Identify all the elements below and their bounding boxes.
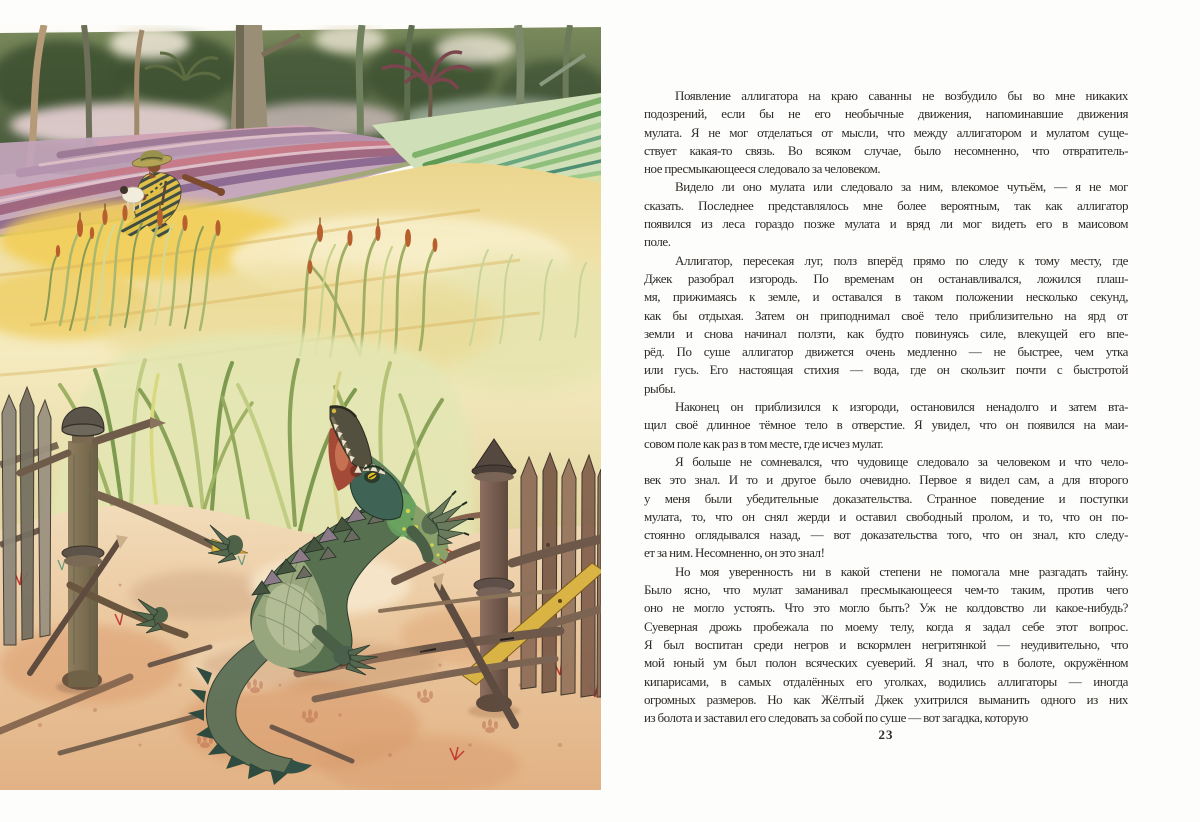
text-line-p6-l1: Но моя уверенность ни в какой степени не помогала мне разгадать тайну. — [675, 563, 1128, 579]
text-line-p3-l2: Джек разобрал изгородь. По временам он останавливался, ложился плаш- — [644, 270, 1128, 286]
text-line-p1-l5: ное пресмыкающееся следовало за человеком. — [644, 161, 881, 177]
text-line-p6-l5: Я был воспитан среди негров и вскормлен негритянкой — неудивительно, что — [644, 636, 1128, 652]
text-line-p4-l3: совом поле как раз в том месте, где исчез мулат. — [644, 435, 884, 451]
text-line-p1-l2: подозрений, если бы не его необычные движения, напоминавшие движения — [644, 106, 1128, 122]
text-line-p2-l3: появился из леса гораздо позже мулата и вряд ли мог видеть его в маисовом — [644, 216, 1128, 232]
text-line-p3-l4: как бы отдыхая. Затем он приподнимал своё тело приблизительно на ярд от — [644, 307, 1128, 323]
text-line-p6-l7: кипарисами, в самых отдалённых его уголках, водились аллигаторы — иногда — [644, 673, 1128, 689]
text-line-p6-l4: Суеверная дрожь пробежала по моему телу, когда я задал себе этот вопрос. — [644, 618, 1128, 634]
illustration-alligator-fence — [0, 25, 601, 790]
text-line-p1-l3: мулата. Я не мог отделаться от мысли, что между аллигатором и мулатом суще- — [644, 124, 1128, 140]
text-line-p4-l2: щил своё длинное тёмное тело в отверстие. Я увидел, что он появился на маи- — [644, 417, 1128, 433]
text-line-p6-l6: мой юный ум был полон всяческих суеверий. Я знал, что в болоте, окружённом — [644, 655, 1128, 671]
text-line-p5-l4: мулата, то, что он снял жерди и оставил свободный пролом, и то, что он по- — [644, 508, 1128, 524]
text-line-p3-l1: Аллигатор, пересекая луг, полз вперёд прямо по следу к тому месту, где — [675, 252, 1128, 268]
story-text-column — [644, 87, 1128, 727]
text-line-p5-l2: век это знал. И то и другое было очевидно. Первое я видел сам, а для второго — [644, 472, 1128, 488]
text-line-p3-l7: или гусь. Его настоящая стихия — вода, где он скользит почти с быстротой — [644, 362, 1128, 378]
text-line-p6-l9: из болота и заставил его следовать за собой по суше — вот загадка, которую — [644, 710, 1028, 726]
text-line-p2-l1: Видело ли оно мулата или следовало за ним, влекомое чутьём, — я не мог — [675, 179, 1128, 195]
text-line-p1-l1: Появление аллигатора на краю саванны не возбудило бы во мне никаких — [675, 88, 1128, 103]
text-line-p3-l5: земли и снова начинал ползти, как будто повинуясь силе, влекущей его впе- — [644, 325, 1128, 341]
text-line-p6-l3: оно не могло устоять. Что это могло быть? Уж не колдовство ли какое-нибудь? — [644, 600, 1128, 616]
text-line-p3-l8: рыбы. — [644, 380, 676, 396]
text-line-p1-l4: ствует какая-то связь. Во всяком случае, было несомненно, что отвратитель- — [644, 142, 1128, 158]
text-line-p6-l2: Было ясно, что мулат заманивал пресмыкающееся чем-то таким, против чего — [644, 582, 1128, 598]
text-line-p5-l3: у меня были убедительные доказательства. Странное поведение и поступки — [644, 490, 1128, 506]
page-number: 23 — [878, 727, 894, 742]
text-line-p6-l8: огромных размеров. Но как Жёлтый Джек ухитрился выманить одного из них — [644, 691, 1128, 707]
text-line-p5-l6: ет за ним. Несомненно, он это знал! — [644, 545, 825, 561]
text-line-p3-l3: мя, прижимаясь к земле, и оставался в таком положении несколько секунд, — [644, 289, 1128, 305]
text-line-p3-l6: рёд. По суше аллигатор движется очень медленно — не быстрее, чем утка — [644, 344, 1128, 360]
text-line-p4-l1: Наконец он приблизился к изгороди, остановился ненадолго и затем вта- — [675, 399, 1128, 415]
text-line-p2-l4: поле. — [644, 234, 671, 250]
text-line-p5-l5: стоянно оглядывался назад, — вот доказательства того, что он знал, кто следу- — [644, 527, 1128, 543]
text-line-p2-l2: сказать. Последнее представлялось мне более вероятным, так как аллигатор — [644, 197, 1128, 213]
text-line-p5-l1: Я больше не сомневался, что чудовище следовало за человеком и что чело- — [675, 453, 1128, 469]
